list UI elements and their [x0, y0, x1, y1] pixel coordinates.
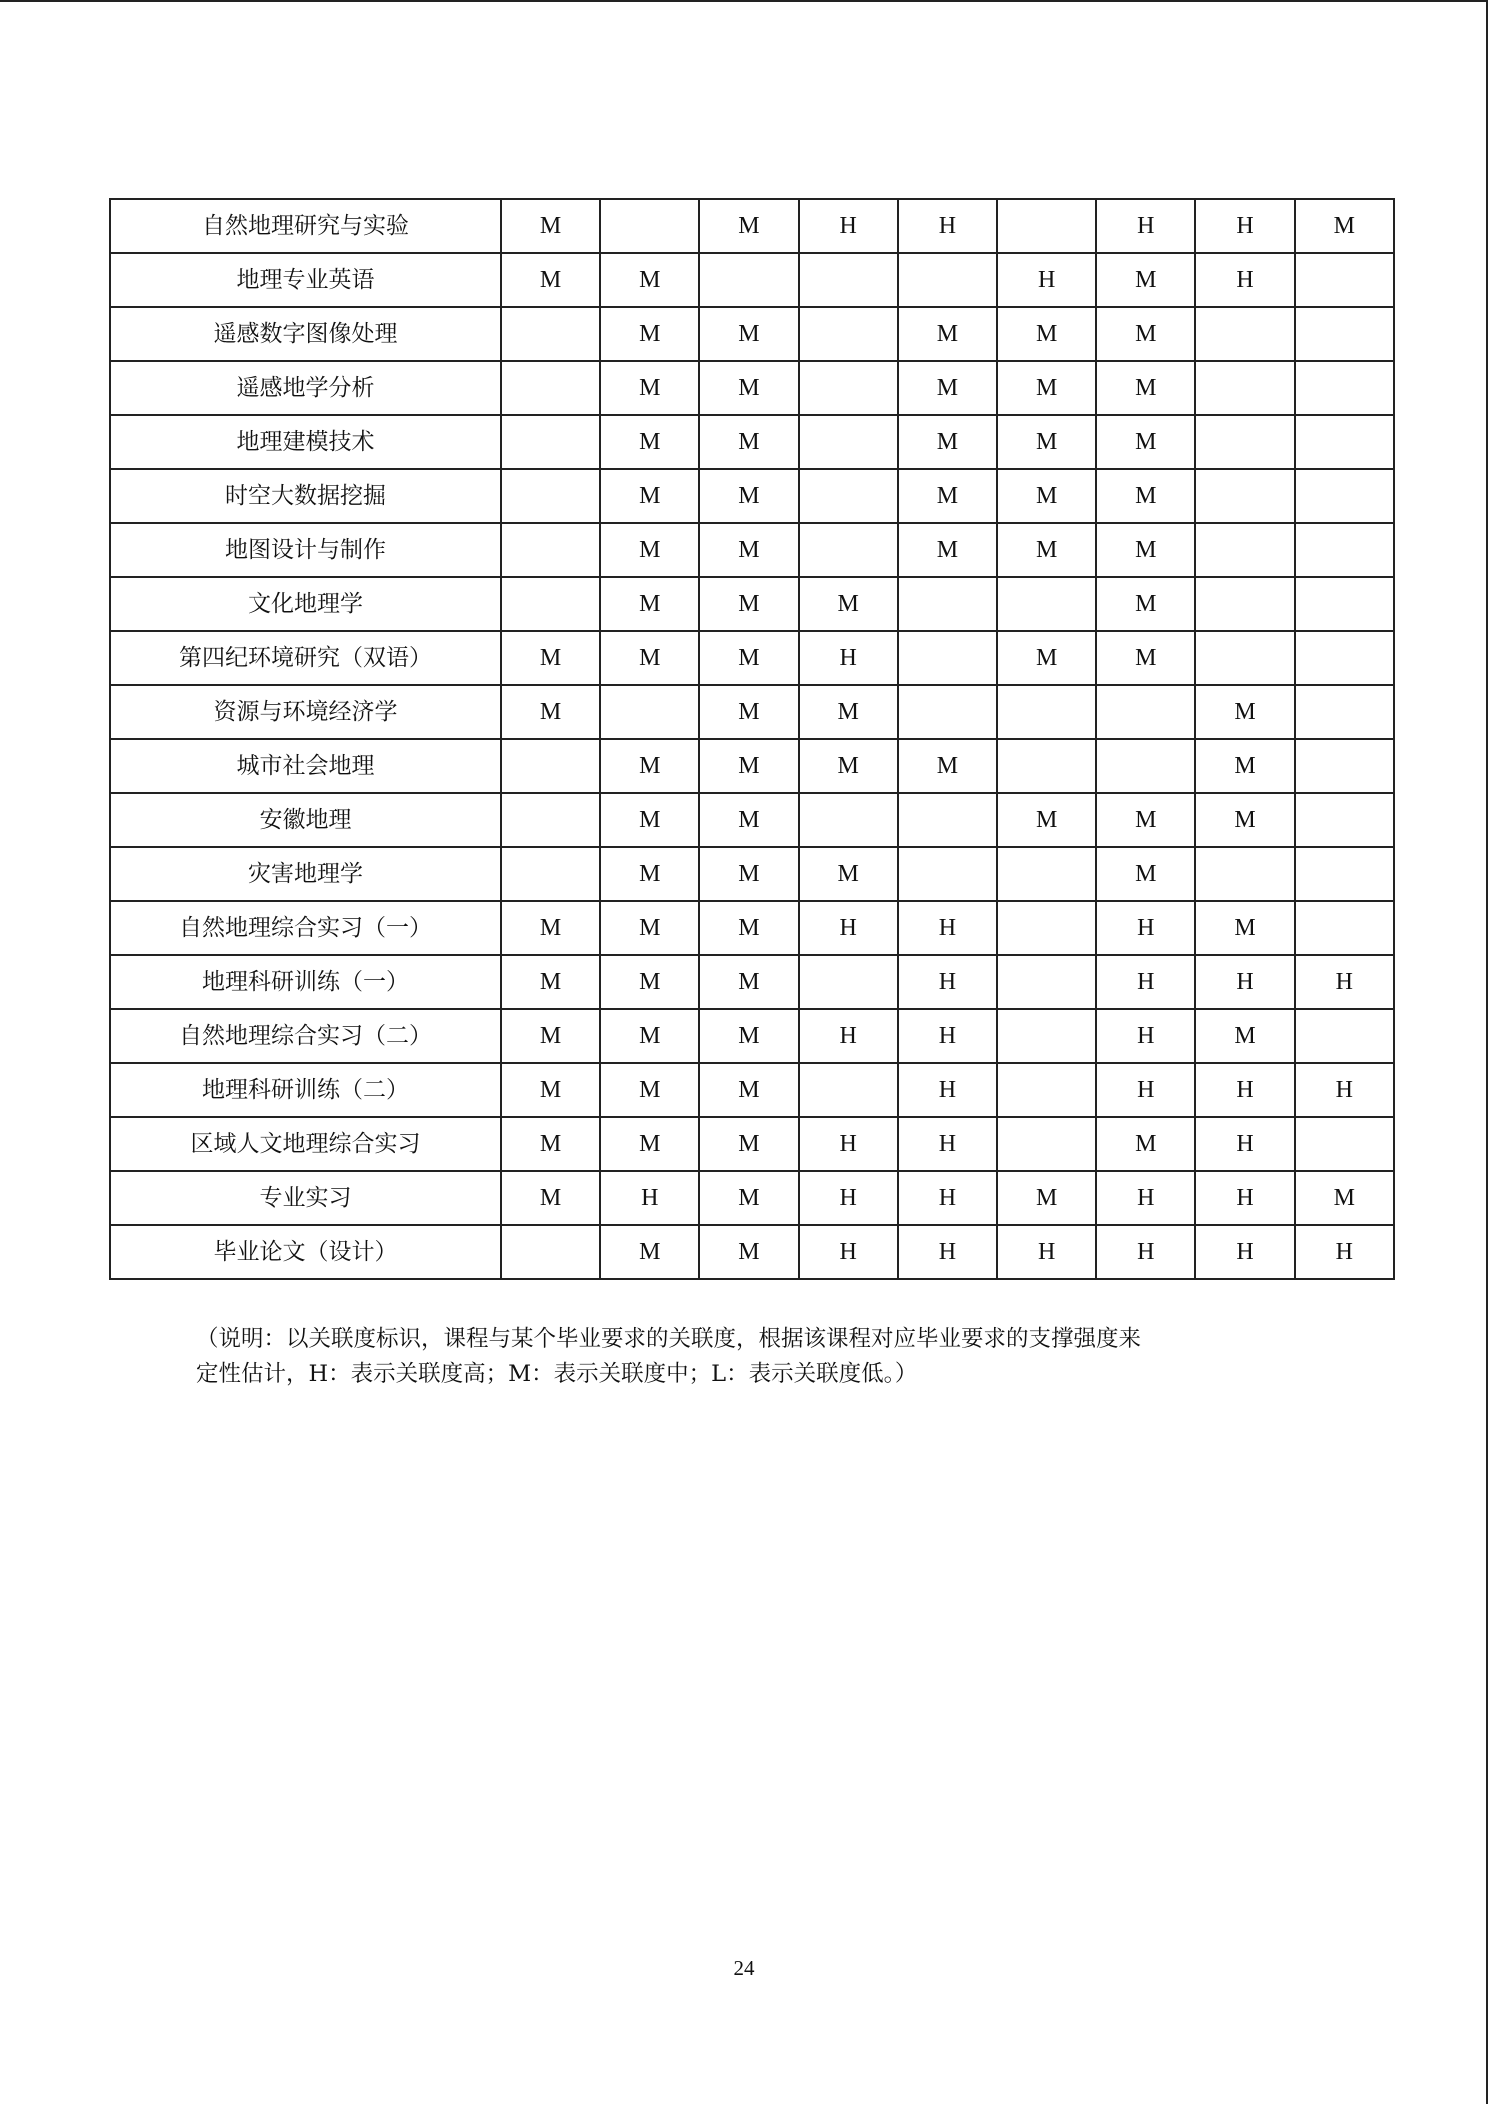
page-number: 24	[733, 1956, 755, 1980]
relevance-cell: M	[1195, 739, 1294, 793]
relevance-cell: H	[1295, 955, 1394, 1009]
relevance-cell	[1295, 739, 1394, 793]
relevance-cell	[997, 199, 1096, 253]
course-name-cell: 专业实习	[110, 1171, 501, 1225]
relevance-cell	[898, 793, 997, 847]
relevance-cell	[1295, 631, 1394, 685]
relevance-cell: M	[1096, 361, 1195, 415]
relevance-cell: M	[898, 415, 997, 469]
relevance-cell	[799, 361, 898, 415]
course-name-cell: 地理建模技术	[110, 415, 501, 469]
relevance-cell: M	[898, 739, 997, 793]
relevance-cell: H	[1096, 199, 1195, 253]
relevance-cell	[898, 685, 997, 739]
table-row	[110, 739, 1394, 793]
relevance-cell: M	[1195, 793, 1294, 847]
relevance-cell: M	[799, 739, 898, 793]
matrix-body	[110, 199, 1394, 1279]
relevance-cell: H	[1195, 1225, 1294, 1279]
relevance-cell: M	[699, 685, 798, 739]
relevance-cell	[1295, 361, 1394, 415]
relevance-cell: H	[997, 253, 1096, 307]
relevance-cell: M	[600, 955, 699, 1009]
relevance-cell: M	[600, 1009, 699, 1063]
relevance-cell	[501, 307, 600, 361]
course-name-cell: 地理科研训练（二）	[110, 1063, 501, 1117]
course-name-cell: 安徽地理	[110, 793, 501, 847]
relevance-cell	[1195, 577, 1294, 631]
relevance-cell: M	[1295, 199, 1394, 253]
relevance-cell: H	[1195, 1171, 1294, 1225]
course-name-cell: 遥感地学分析	[110, 361, 501, 415]
relevance-cell	[1295, 307, 1394, 361]
relevance-cell: M	[997, 1171, 1096, 1225]
relevance-cell	[501, 361, 600, 415]
relevance-cell: M	[600, 739, 699, 793]
relevance-cell: M	[600, 1063, 699, 1117]
relevance-cell: H	[1096, 1009, 1195, 1063]
relevance-cell: M	[1195, 685, 1294, 739]
table-row	[110, 793, 1394, 847]
course-name-cell: 地理专业英语	[110, 253, 501, 307]
relevance-cell	[1295, 793, 1394, 847]
relevance-cell: M	[699, 361, 798, 415]
table-row	[110, 1063, 1394, 1117]
relevance-cell: H	[1096, 955, 1195, 1009]
relevance-cell	[1295, 847, 1394, 901]
relevance-cell: H	[898, 1117, 997, 1171]
relevance-cell	[898, 631, 997, 685]
relevance-cell: M	[997, 523, 1096, 577]
relevance-cell: M	[1096, 577, 1195, 631]
table-row	[110, 631, 1394, 685]
relevance-cell: H	[898, 1225, 997, 1279]
relevance-cell	[1295, 685, 1394, 739]
relevance-cell: M	[1195, 1009, 1294, 1063]
table-row	[110, 307, 1394, 361]
relevance-cell	[600, 685, 699, 739]
relevance-cell	[1096, 739, 1195, 793]
relevance-cell	[1295, 253, 1394, 307]
relevance-cell: M	[600, 523, 699, 577]
course-name-cell: 地图设计与制作	[110, 523, 501, 577]
relevance-cell: M	[997, 307, 1096, 361]
table-row	[110, 847, 1394, 901]
course-name-cell: 区域人文地理综合实习	[110, 1117, 501, 1171]
relevance-cell: M	[1096, 1117, 1195, 1171]
note-line-2: 定性估计，H：表示关联度高；M：表示关联度中；L：表示关联度低。）	[196, 1361, 918, 1387]
relevance-cell	[799, 955, 898, 1009]
relevance-cell: M	[699, 793, 798, 847]
table-row	[110, 1117, 1394, 1171]
relevance-cell: M	[799, 685, 898, 739]
relevance-cell: M	[600, 847, 699, 901]
relevance-cell	[799, 307, 898, 361]
relevance-cell	[1295, 523, 1394, 577]
relevance-cell: M	[699, 307, 798, 361]
relevance-cell: M	[699, 199, 798, 253]
relevance-cell: H	[799, 901, 898, 955]
relevance-cell	[501, 1225, 600, 1279]
relevance-cell	[997, 1063, 1096, 1117]
relevance-cell: M	[600, 253, 699, 307]
relevance-cell: M	[600, 415, 699, 469]
table-row	[110, 1225, 1394, 1279]
course-name-cell: 时空大数据挖掘	[110, 469, 501, 523]
relevance-cell: M	[501, 253, 600, 307]
relevance-cell: M	[1096, 469, 1195, 523]
course-requirement-matrix	[109, 198, 1395, 1280]
relevance-cell: M	[600, 1117, 699, 1171]
relevance-cell: M	[898, 307, 997, 361]
relevance-cell	[1295, 415, 1394, 469]
relevance-cell	[997, 901, 1096, 955]
table-row	[110, 469, 1394, 523]
relevance-cell	[501, 577, 600, 631]
relevance-cell: M	[501, 631, 600, 685]
relevance-cell: M	[699, 1225, 798, 1279]
course-name-cell: 毕业论文（设计）	[110, 1225, 501, 1279]
relevance-cell: M	[501, 1171, 600, 1225]
relevance-cell: H	[898, 901, 997, 955]
relevance-cell: M	[600, 901, 699, 955]
relevance-cell: H	[1195, 955, 1294, 1009]
relevance-cell: M	[898, 361, 997, 415]
relevance-cell: M	[699, 1009, 798, 1063]
relevance-cell	[1096, 685, 1195, 739]
relevance-cell: H	[898, 1063, 997, 1117]
relevance-cell: H	[1096, 1171, 1195, 1225]
relevance-cell	[600, 199, 699, 253]
relevance-cell	[898, 577, 997, 631]
page-top-border	[0, 0, 1488, 2]
relevance-cell	[898, 253, 997, 307]
course-name-cell: 灾害地理学	[110, 847, 501, 901]
relevance-cell: M	[799, 577, 898, 631]
relevance-cell	[1295, 1009, 1394, 1063]
relevance-cell	[1195, 469, 1294, 523]
relevance-cell: M	[699, 955, 798, 1009]
relevance-cell: M	[699, 1063, 798, 1117]
relevance-cell: M	[997, 469, 1096, 523]
relevance-cell: M	[1096, 307, 1195, 361]
relevance-cell: H	[799, 1171, 898, 1225]
relevance-cell: M	[501, 1063, 600, 1117]
table-row	[110, 415, 1394, 469]
relevance-cell: M	[501, 685, 600, 739]
relevance-cell	[699, 253, 798, 307]
relevance-cell: M	[997, 793, 1096, 847]
relevance-cell: M	[997, 631, 1096, 685]
relevance-cell	[997, 577, 1096, 631]
relevance-cell	[997, 1009, 1096, 1063]
table-note	[196, 1322, 1346, 1392]
relevance-cell: M	[1096, 523, 1195, 577]
relevance-cell: M	[501, 955, 600, 1009]
relevance-cell: M	[600, 307, 699, 361]
relevance-cell	[1195, 847, 1294, 901]
relevance-cell: H	[1195, 199, 1294, 253]
relevance-cell: H	[799, 1009, 898, 1063]
relevance-cell: M	[501, 1117, 600, 1171]
relevance-cell: H	[898, 1171, 997, 1225]
course-name-cell: 自然地理研究与实验	[110, 199, 501, 253]
relevance-cell: M	[699, 1171, 798, 1225]
table-row	[110, 1171, 1394, 1225]
relevance-cell: H	[1195, 253, 1294, 307]
table-row	[110, 523, 1394, 577]
relevance-cell: H	[600, 1171, 699, 1225]
relevance-cell	[997, 1117, 1096, 1171]
relevance-cell: M	[1096, 415, 1195, 469]
relevance-cell: M	[699, 415, 798, 469]
relevance-cell: M	[600, 1225, 699, 1279]
table-row	[110, 361, 1394, 415]
relevance-cell: M	[1096, 631, 1195, 685]
table-row	[110, 253, 1394, 307]
relevance-cell	[501, 847, 600, 901]
relevance-cell: H	[1295, 1225, 1394, 1279]
relevance-cell	[501, 523, 600, 577]
relevance-cell	[799, 415, 898, 469]
table-row	[110, 199, 1394, 253]
relevance-cell: H	[997, 1225, 1096, 1279]
relevance-cell: H	[1096, 901, 1195, 955]
relevance-cell: M	[898, 523, 997, 577]
relevance-cell: M	[600, 631, 699, 685]
table-row	[110, 1009, 1394, 1063]
relevance-cell	[1195, 415, 1294, 469]
relevance-cell: M	[699, 631, 798, 685]
relevance-cell: M	[898, 469, 997, 523]
relevance-cell	[799, 1063, 898, 1117]
relevance-cell	[1195, 361, 1294, 415]
relevance-cell: M	[1295, 1171, 1394, 1225]
relevance-cell: H	[1195, 1117, 1294, 1171]
relevance-cell: H	[898, 1009, 997, 1063]
relevance-cell	[501, 739, 600, 793]
relevance-cell: M	[501, 901, 600, 955]
relevance-cell: M	[997, 415, 1096, 469]
relevance-cell	[501, 469, 600, 523]
relevance-cell: M	[799, 847, 898, 901]
relevance-cell	[1295, 901, 1394, 955]
relevance-cell: H	[1295, 1063, 1394, 1117]
table-row	[110, 577, 1394, 631]
relevance-cell	[501, 415, 600, 469]
relevance-cell	[1295, 469, 1394, 523]
relevance-cell	[1295, 577, 1394, 631]
relevance-cell	[799, 793, 898, 847]
relevance-cell	[1295, 1117, 1394, 1171]
relevance-cell	[898, 847, 997, 901]
relevance-cell: M	[1195, 901, 1294, 955]
note-line-1: （说明：以关联度标识，课程与某个毕业要求的关联度，根据该课程对应毕业要求的支撑强度来	[196, 1326, 1142, 1352]
table-row	[110, 955, 1394, 1009]
course-name-cell: 遥感数字图像处理	[110, 307, 501, 361]
relevance-cell: H	[898, 955, 997, 1009]
relevance-cell: M	[699, 577, 798, 631]
relevance-cell	[1195, 307, 1294, 361]
relevance-cell	[1195, 631, 1294, 685]
relevance-cell	[997, 685, 1096, 739]
relevance-cell	[501, 793, 600, 847]
relevance-cell: M	[600, 469, 699, 523]
relevance-cell	[799, 253, 898, 307]
relevance-cell: M	[600, 361, 699, 415]
relevance-cell: M	[997, 361, 1096, 415]
relevance-cell	[997, 739, 1096, 793]
course-name-cell: 自然地理综合实习（一）	[110, 901, 501, 955]
relevance-cell	[799, 469, 898, 523]
course-name-cell: 自然地理综合实习（二）	[110, 1009, 501, 1063]
relevance-cell: M	[501, 1009, 600, 1063]
relevance-cell: M	[699, 523, 798, 577]
relevance-cell: M	[699, 847, 798, 901]
relevance-cell: M	[600, 793, 699, 847]
relevance-cell: M	[699, 1117, 798, 1171]
relevance-cell: H	[1096, 1063, 1195, 1117]
relevance-cell: H	[799, 199, 898, 253]
relevance-cell: M	[1096, 847, 1195, 901]
course-name-cell: 地理科研训练（一）	[110, 955, 501, 1009]
relevance-cell: M	[699, 469, 798, 523]
course-name-cell: 文化地理学	[110, 577, 501, 631]
relevance-cell: M	[1096, 253, 1195, 307]
relevance-cell: H	[799, 631, 898, 685]
course-name-cell: 资源与环境经济学	[110, 685, 501, 739]
table-row	[110, 685, 1394, 739]
relevance-cell	[799, 523, 898, 577]
relevance-cell: H	[799, 1117, 898, 1171]
table-row	[110, 901, 1394, 955]
relevance-cell: M	[501, 199, 600, 253]
course-name-cell: 城市社会地理	[110, 739, 501, 793]
relevance-cell: H	[1195, 1063, 1294, 1117]
relevance-cell	[1195, 523, 1294, 577]
relevance-cell: H	[1096, 1225, 1195, 1279]
relevance-cell: M	[699, 739, 798, 793]
relevance-cell: M	[600, 577, 699, 631]
relevance-cell	[997, 847, 1096, 901]
relevance-cell: H	[898, 199, 997, 253]
relevance-cell: M	[1096, 793, 1195, 847]
relevance-cell: H	[799, 1225, 898, 1279]
relevance-cell: M	[699, 901, 798, 955]
course-name-cell: 第四纪环境研究（双语）	[110, 631, 501, 685]
relevance-cell	[997, 955, 1096, 1009]
